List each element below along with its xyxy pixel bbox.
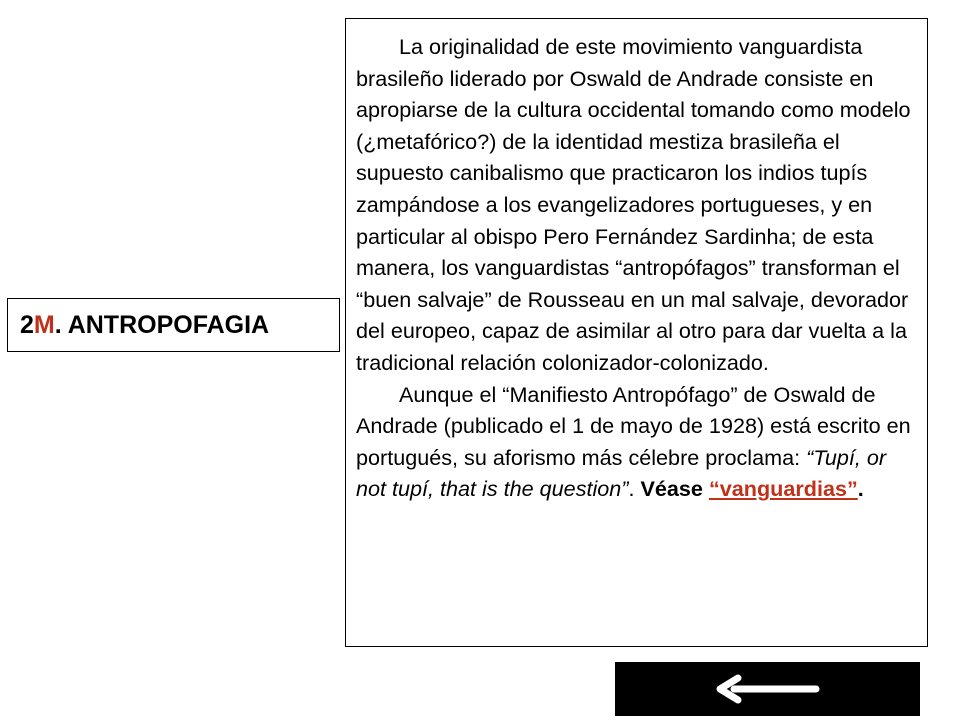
- paragraph-2-text: Aunque el “Manifiesto Antropófago” de Oswald de Andrade (publicado el 1 de mayo de 1928) está escrito en portugués, su aforismo más célebre proclama:: [356, 381, 911, 470]
- after-quote: .: [628, 476, 641, 502]
- paragraph-2: [356, 379, 917, 505]
- paragraph-1-text: La originalidad de este movimiento vanguardista brasileño liderado por Oswald de Andrade consiste en apropiarse de la cultura occidental tomando como modelo (¿metafórico?) de la identidad mestiza brasileña el supuesto canibalismo que practicaron los indios tupís zampándose a los evangelizadores portugueses, y en particular al obispo Pero Fernández Sardinha; de esta manera, los vanguardistas “antropófagos” transforman el “buen salvaje” de Rousseau en un mal salvaje, devorador del europeo, capaz de asimilar al otro para dar vuelta a la tradicional relación colonizador-colonizado.: [356, 34, 911, 375]
- title-rest: . ANTROPOFAGIA: [54, 310, 270, 339]
- title-prefix: 2: [20, 310, 34, 339]
- back-button[interactable]: [615, 662, 920, 716]
- arrow-left-icon: [708, 669, 828, 709]
- title-accent: M: [33, 310, 55, 339]
- quote-text: “Tupí, or not tupí, that is the question”: [356, 444, 887, 502]
- paragraph-1: [356, 31, 917, 379]
- end-period: .: [857, 476, 864, 502]
- vanguardias-link[interactable]: “vanguardias”: [708, 476, 858, 502]
- text-panel: [345, 18, 928, 647]
- page-title: [7, 298, 340, 352]
- see-label: Véase: [640, 476, 709, 502]
